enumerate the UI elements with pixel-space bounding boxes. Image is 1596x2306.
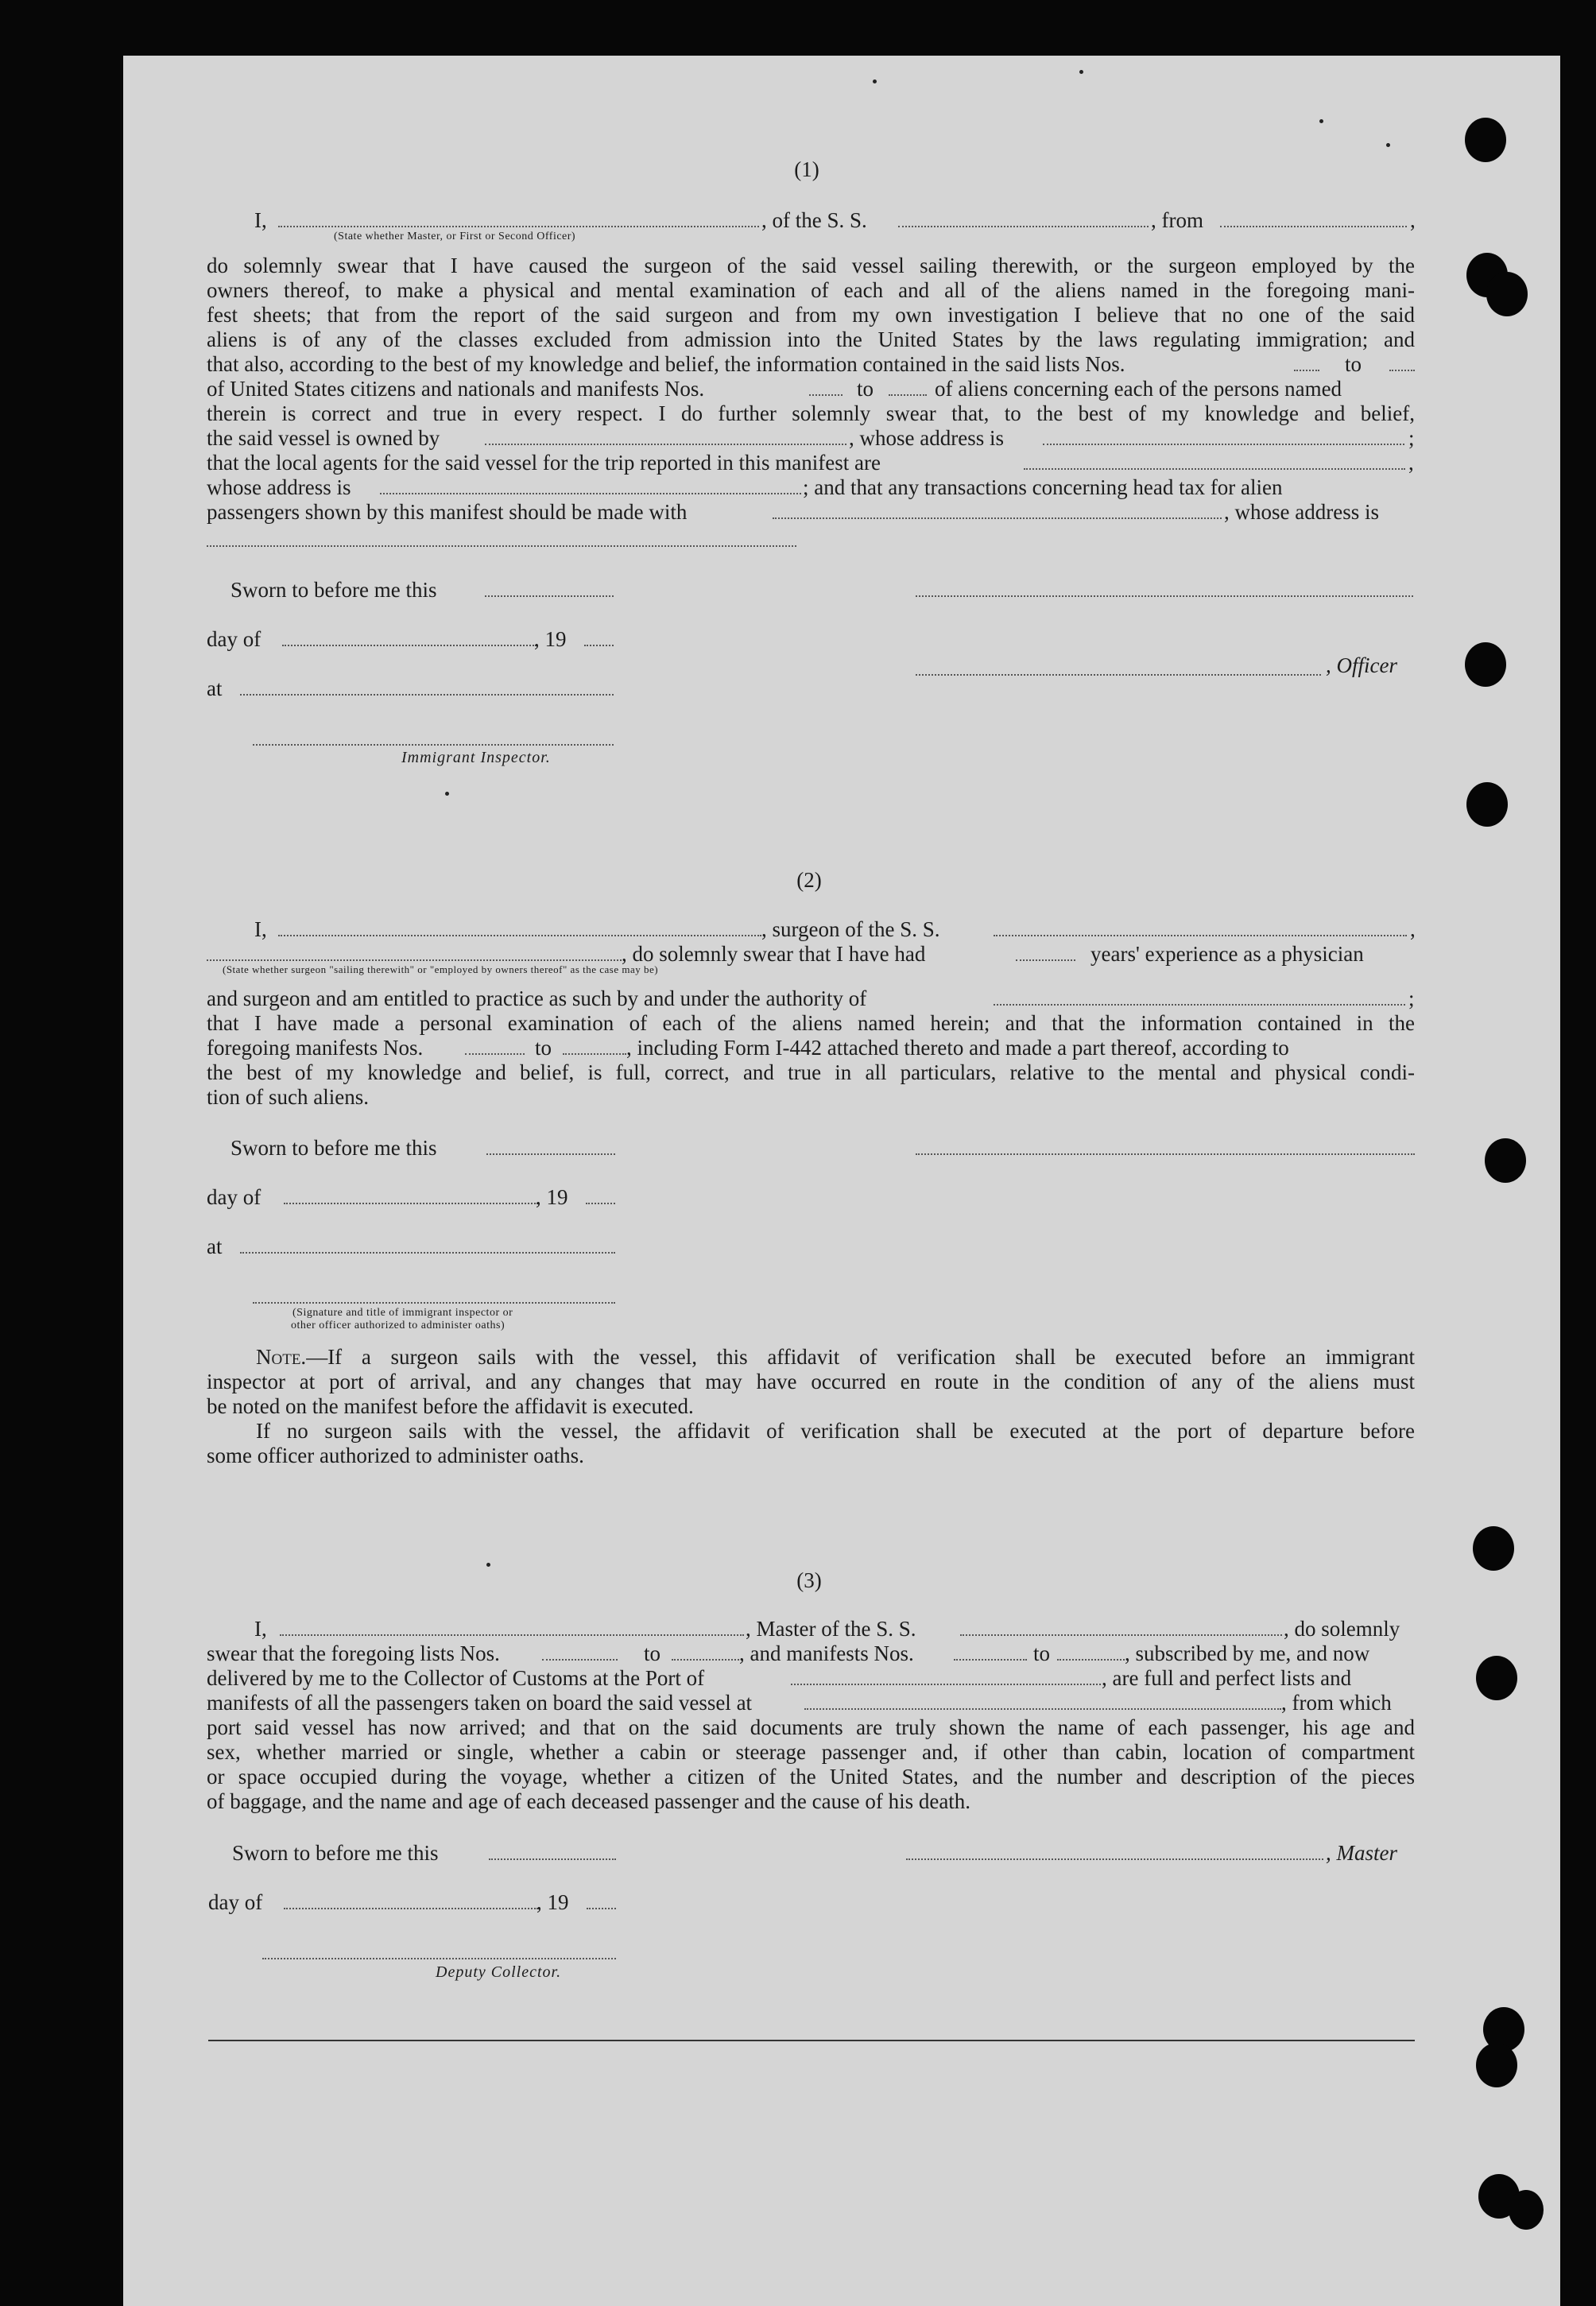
section-1-number: (1): [794, 157, 819, 181]
year-line: [587, 1908, 616, 1909]
passengers-address-text: , whose address is: [1224, 500, 1379, 524]
speck: [486, 1563, 490, 1567]
sworn-date-line: [485, 595, 614, 597]
year-label: , 19: [536, 1185, 568, 1209]
manifests-from-line: [465, 1053, 525, 1055]
citizens-text: of United States citizens and nationals and manifests Nos.: [207, 377, 705, 401]
sec2-i-label: I,: [254, 917, 267, 941]
punch-hole: [1486, 272, 1528, 316]
oath-line: fest sheets; that from the report of the said surgeon and from my own investigation I believe that no one of the said: [207, 303, 1415, 327]
deputy-collector-label: Deputy Collector.: [436, 1963, 562, 1981]
exam-text: that I have made a personal examination of each of the aliens named herein; and that the information contained in the: [207, 1011, 1415, 1035]
tion-text: tion of such aliens.: [207, 1085, 369, 1109]
sworn-label: Sworn to before me this: [230, 578, 437, 602]
surgeon-name-line: [278, 935, 761, 936]
year-line: [586, 1203, 615, 1204]
speck: [1319, 119, 1323, 123]
day-of-line: [284, 1203, 538, 1204]
officer-signature-line: [916, 595, 1413, 597]
signature-hint: other officer authorized to administer oaths): [291, 1320, 506, 1331]
section-3-oath-text: [207, 1715, 1415, 1814]
signature-hint: (Signature and title of immigrant inspector or: [292, 1307, 513, 1319]
agents-text: that the local agents for the said vessel for the trip reported in this manifest are: [207, 451, 881, 475]
sworn-date-line: [489, 1858, 616, 1860]
sec1-i-label: I,: [254, 208, 267, 232]
inspector-signature-line: [253, 1302, 615, 1304]
passengers-text: passengers shown by this manifest should be made with: [207, 500, 688, 524]
master-of-label: , Master of the S. S.: [746, 1617, 916, 1641]
surgeon-vessel-line: [994, 935, 1407, 936]
at-line: [240, 694, 614, 696]
punch-hole: [1485, 1138, 1526, 1183]
authority-line: [994, 1004, 1405, 1006]
experience-text: years' experience as a physician: [1090, 942, 1364, 966]
oath-line: of baggage, and the name and age of each deceased passenger and the cause of his death.: [207, 1789, 971, 1813]
owner-address-text: , whose address is: [849, 426, 1004, 450]
day-of-line: [284, 1908, 538, 1909]
punch-hole: [1476, 2043, 1517, 2087]
manifests-from-line: [809, 394, 843, 396]
head-tax-agent-line: [773, 517, 1222, 519]
to-label: to: [644, 1641, 661, 1665]
speck: [873, 79, 877, 83]
from-which-text: , from which: [1281, 1691, 1392, 1715]
semicolon: ;: [1408, 426, 1415, 450]
comma: ,: [1408, 451, 1414, 475]
form-i442-text: , including Form I-442 attached thereto and made a part thereof, according to: [626, 1036, 1289, 1060]
subscribed-text: , subscribed by me, and now: [1125, 1641, 1370, 1665]
boarding-port-line: [804, 1708, 1281, 1710]
oath-line: aliens is of any of the classes excluded from admission into the United States by the laws regulating immigration; and: [207, 327, 1415, 351]
officer-label: , Officer: [1326, 653, 1397, 677]
of-ss-label: , of the S. S.: [761, 208, 867, 232]
day-of-label: day of: [207, 1185, 261, 1209]
section-2-number: (2): [796, 868, 822, 892]
speck: [445, 792, 449, 796]
swear-lists-text: swear that the foregoing lists Nos.: [207, 1641, 500, 1665]
master-label: , Master: [1326, 1841, 1397, 1865]
sec3-i-label: I,: [254, 1617, 267, 1641]
from-label: , from: [1151, 208, 1203, 232]
swear-text: , do solemnly swear that I have had: [622, 942, 926, 966]
year-line: [584, 645, 614, 646]
whose-address-text: whose address is: [207, 475, 351, 499]
surgeon-signature-line: [916, 1153, 1415, 1155]
note-line: [256, 1345, 1415, 1370]
solemnly-text: , do solemnly: [1284, 1617, 1400, 1641]
agents-address-line: [380, 493, 801, 494]
full-lists-text: , are full and perfect lists and: [1102, 1666, 1352, 1690]
punch-hole: [1466, 782, 1508, 827]
punch-hole: [1465, 118, 1506, 162]
year-label: , 19: [534, 627, 567, 651]
to-label: to: [1033, 1641, 1051, 1665]
lists-from-line: [542, 1659, 618, 1661]
inspector-label: Immigrant Inspector.: [401, 749, 551, 766]
year-label: , 19: [537, 1890, 569, 1914]
surgeon-status-hint: (State whether surgeon "sailing therewith" or "employed by owners thereof" as the case may be): [223, 963, 659, 975]
collector-signature-line: [262, 1958, 616, 1959]
therein-text: therein is correct and true in every respect. I do further solemnly swear that, to the best of my knowledge and belief,: [207, 401, 1415, 425]
manifests-to-line: [889, 394, 927, 396]
from-port-line: [1220, 226, 1407, 227]
oath-line: or space occupied during the voyage, whether a citizen of the United States, and the number and description of the pieces: [207, 1765, 1415, 1789]
agents-line: [1024, 468, 1405, 470]
oath-line: port said vessel has now arrived; and that on the said documents are truly shown the name of each passenger, his age and: [207, 1715, 1415, 1739]
officer-name-line: [278, 226, 759, 227]
to-label: to: [535, 1036, 552, 1060]
master-signature-line: [906, 1858, 1323, 1860]
manifests-from-line: [954, 1659, 1027, 1661]
lists-to-line: [1389, 370, 1415, 371]
manifests-to-line: [1057, 1659, 1125, 1661]
delivered-text: delivered by me to the Collector of Customs at the Port of: [207, 1666, 705, 1690]
note-text: If no surgeon sails with the vessel, the affidavit of verification shall be executed at the port of departure before: [256, 1419, 1415, 1443]
lists-to-line: [672, 1659, 739, 1661]
section-1-oath-text: [207, 254, 1415, 352]
sworn-label: Sworn to before me this: [230, 1136, 437, 1160]
surgeon-of-label: , surgeon of the S. S.: [761, 917, 940, 941]
punch-hole: [1476, 1656, 1517, 1700]
punch-hole: [1473, 1526, 1514, 1571]
punch-hole: [1465, 642, 1506, 687]
inspector-signature-line: [253, 744, 614, 746]
best-knowledge-text: the best of my knowledge and belief, is full, correct, and true in all particulars, relative to the mental and physical condi-: [207, 1060, 1415, 1084]
owner-line: [485, 444, 846, 445]
comma: ,: [1410, 208, 1416, 232]
note-text: inspector at port of arrival, and any changes that may have occurred en route in the condition of any of the aliens must: [207, 1370, 1415, 1393]
oath-line: do solemnly swear that I have caused the surgeon of the said vessel sailing therewith, or the surgeon employed by the: [207, 254, 1415, 277]
at-label: at: [207, 676, 223, 700]
owned-by-text: the said vessel is owned by: [207, 426, 440, 450]
punch-hole: [1509, 2190, 1544, 2230]
officer-rank-hint: (State whether Master, or First or Second Officer): [334, 231, 576, 242]
sworn-date-line: [486, 1153, 615, 1155]
aliens-text: of aliens concerning each of the persons named: [935, 377, 1342, 401]
day-of-label: day of: [208, 1890, 263, 1914]
note-text: be noted on the manifest before the affidavit is executed.: [207, 1394, 694, 1418]
surgeon-status-line: [207, 959, 622, 961]
at-label: at: [207, 1234, 223, 1258]
speck: [1079, 70, 1083, 74]
head-tax-address-line: [207, 545, 796, 547]
vessel-name-line: [898, 226, 1149, 227]
to-label: to: [1345, 352, 1362, 376]
manifests-to-line: [563, 1053, 626, 1055]
head-tax-text: ; and that any transactions concerning head tax for alien: [803, 475, 1283, 499]
semicolon: ;: [1408, 986, 1415, 1010]
to-label: to: [857, 377, 874, 401]
note-text: —If a surgeon sails with the vessel, this affidavit of verification shall be executed before an immigrant: [306, 1345, 1415, 1369]
sworn-label: Sworn to before me this: [232, 1841, 439, 1865]
oath-line: owners thereof, to make a physical and mental examination of each and all of the aliens named in the foregoing mani-: [207, 278, 1415, 302]
section-3-number: (3): [796, 1568, 822, 1592]
manifests-text: foregoing manifests Nos.: [207, 1036, 424, 1060]
note-label: Note.: [256, 1345, 307, 1369]
speck: [1386, 143, 1390, 147]
day-of-line: [282, 645, 537, 646]
authority-text: and surgeon and am entitled to practice as such by and under the authority of: [207, 986, 867, 1010]
lists-nos-text: that also, according to the best of my knowledge and belief, the information contained in the said lists Nos.: [207, 352, 1125, 376]
owner-address-line: [1043, 444, 1404, 445]
comma: ,: [1410, 917, 1416, 941]
day-of-label: day of: [207, 627, 261, 651]
bottom-rule: [208, 2040, 1415, 2041]
manifests-all-text: manifests of all the passengers taken on board the said vessel at: [207, 1691, 753, 1715]
lists-from-line: [1294, 370, 1319, 371]
master-name-line: [280, 1634, 744, 1636]
officer-title-line: [916, 674, 1321, 676]
master-vessel-line: [960, 1634, 1282, 1636]
at-line: [240, 1252, 615, 1254]
note-text: some officer authorized to administer oaths.: [207, 1444, 584, 1467]
years-line: [1016, 959, 1075, 961]
oath-line: sex, whether married or single, whether a cabin or steerage passenger and, if other than cabin, location of compartment: [207, 1740, 1415, 1764]
and-manifests-text: , and manifests Nos.: [739, 1641, 914, 1665]
port-line: [791, 1684, 1101, 1685]
